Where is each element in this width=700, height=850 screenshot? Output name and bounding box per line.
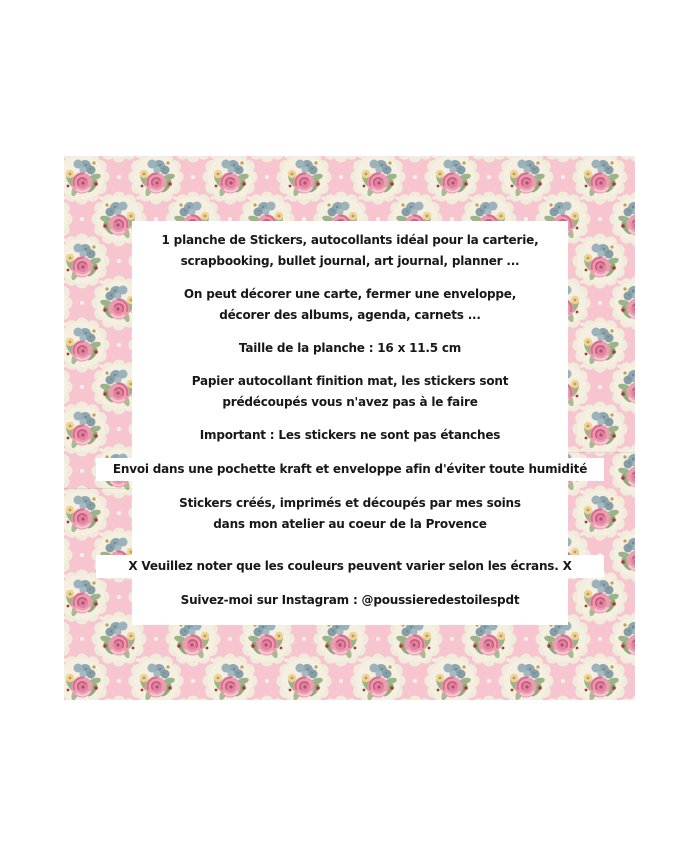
- paragraph-instagram-cta: [132, 590, 568, 611]
- instagram-handle-line: Suivez-moi sur Instagram : @poussieredestoilespdt: [180, 593, 520, 607]
- pattern-tile-seam: [566, 452, 635, 453]
- text-line: X Veuillez noter que les couleurs peuvent varier selon les écrans. X: [128, 559, 572, 573]
- text-line: Papier autocollant finition mat, les stickers sont: [191, 374, 509, 388]
- paragraph-waterproof-warning: [132, 425, 568, 446]
- pattern-tile-seam: [64, 488, 134, 489]
- paragraph-paper-finish: [132, 371, 568, 413]
- text-line: On peut décorer une carte, fermer une enveloppe,: [183, 287, 517, 301]
- text-line: Stickers créés, imprimés et découpés par mes soins: [179, 496, 521, 510]
- floral-border: [64, 156, 635, 700]
- text-line: décorer des albums, agenda, carnets ...: [219, 308, 481, 322]
- text-line: 1 planche de Stickers, autocollants idéal pour la carterie,: [161, 233, 539, 247]
- description-panel: [112, 221, 588, 625]
- paragraph-color-disclaimer: [96, 555, 604, 578]
- paragraph-intro: [132, 230, 568, 272]
- text-line: Important : Les stickers ne sont pas étanches: [199, 428, 501, 442]
- text-line: dans mon atelier au coeur de la Provence: [213, 517, 487, 531]
- text-line: prédécoupés vous n'avez pas à le faire: [222, 395, 478, 409]
- paragraph-decorate-ideas: [132, 284, 568, 326]
- paragraph-shipping-info: [96, 458, 604, 481]
- text-line: Envoi dans une pochette kraft et enveloppe afin d'éviter toute humidité: [112, 462, 588, 476]
- paragraph-sheet-size: [132, 338, 568, 359]
- paragraph-handmade-info: [132, 493, 568, 535]
- text-line: scrapbooking, bullet journal, art journal, planner ...: [180, 254, 520, 268]
- text-line: Taille de la planche : 16 x 11.5 cm: [238, 341, 462, 355]
